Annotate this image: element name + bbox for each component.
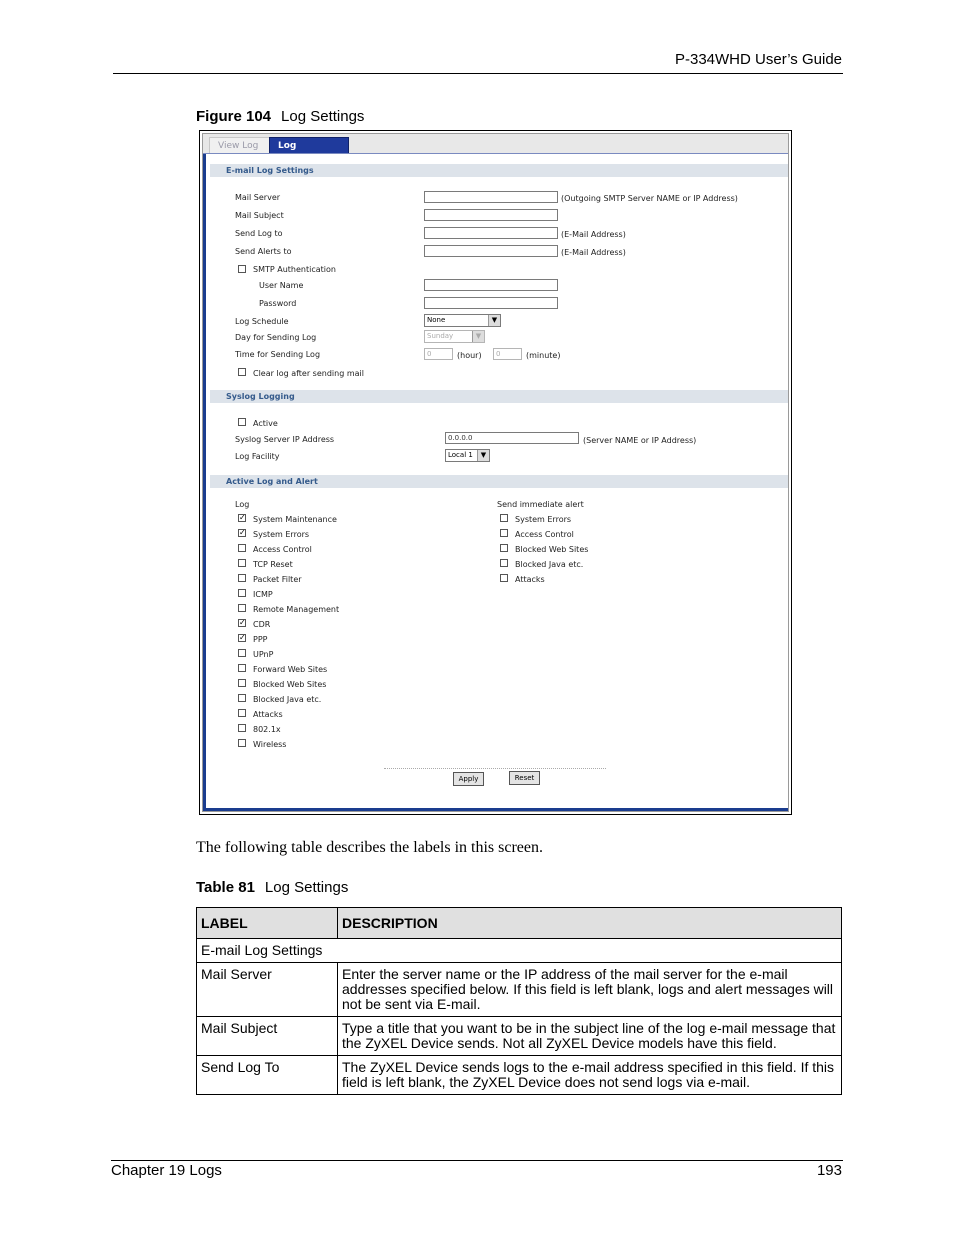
log-item-checkbox[interactable] <box>238 694 246 702</box>
hour-input[interactable]: 0 <box>424 348 453 360</box>
mail-subject-label: Mail Subject <box>235 211 284 220</box>
syslog-server-input[interactable]: 0.0.0.0 <box>445 432 579 444</box>
mail-server-hint: (Outgoing SMTP Server NAME or IP Address) <box>561 194 738 203</box>
table-row <box>197 1017 842 1056</box>
footer-rule <box>111 1160 843 1161</box>
log-item-checkbox[interactable] <box>238 544 246 552</box>
log-settings-table <box>196 907 842 1095</box>
log-facility-label: Log Facility <box>235 452 280 461</box>
alert-item-checkbox[interactable] <box>500 559 508 567</box>
description-cell: The ZyXEL Device sends logs to the e-mail address specified in this field. If this field is left blank, the ZyXEL Device does not send logs via e-mail. <box>338 1056 842 1095</box>
log-item-label: Access Control <box>253 545 312 554</box>
log-item-label: ICMP <box>253 590 273 599</box>
column-header-description: DESCRIPTION <box>338 908 842 939</box>
alert-item-label: Access Control <box>515 530 574 539</box>
syslog-server-label: Syslog Server IP Address <box>235 435 335 444</box>
header-rule <box>113 73 843 74</box>
chevron-down-icon: ▼ <box>477 450 489 461</box>
send-log-to-label: Send Log to <box>235 229 283 238</box>
smtp-authentication-label: SMTP Authentication <box>253 265 336 274</box>
time-for-sending-log-label: Time for Sending Log <box>235 350 321 359</box>
footer-chapter: Chapter 19 Logs <box>111 1162 222 1179</box>
description-cell: Type a title that you want to be in the subject line of the log e-mail message that the ZyXEL Device sends. Not all ZyXEL Device models have this field. <box>338 1017 842 1056</box>
log-item-label: 802.1x <box>253 725 281 734</box>
chevron-down-icon: ▼ <box>472 331 484 342</box>
log-item-label: CDR <box>253 620 271 629</box>
log-item-label: Blocked Java etc. <box>253 695 322 704</box>
log-item-label: Attacks <box>253 710 283 719</box>
table-row <box>197 963 842 1017</box>
mail-server-input[interactable] <box>424 191 558 203</box>
day-for-sending-log-value: Sunday <box>427 332 454 340</box>
table-title: Log Settings <box>264 879 349 896</box>
log-column-header: Log <box>235 500 250 509</box>
label-cell: Mail Server <box>197 963 338 1017</box>
log-schedule-label: Log Schedule <box>235 317 289 326</box>
log-item-checkbox[interactable] <box>238 604 246 612</box>
log-item-checkbox[interactable] <box>238 559 246 567</box>
log-item-label: UPnP <box>253 650 274 659</box>
mail-server-label: Mail Server <box>235 193 281 202</box>
log-item-label: Packet Filter <box>253 575 302 584</box>
log-item-label: System Maintenance <box>253 515 337 524</box>
running-header: P-334WHD User’s Guide <box>675 51 842 68</box>
column-header-label: LABEL <box>197 908 338 939</box>
log-facility-select[interactable] <box>445 449 490 462</box>
log-item-checkbox[interactable]: ✓ <box>239 633 246 642</box>
section-syslog-logging: Syslog Logging <box>210 390 788 403</box>
figure-title: Log Settings <box>281 108 365 125</box>
minute-unit: (minute) <box>526 351 561 360</box>
alert-item-label: Attacks <box>515 575 545 584</box>
table-caption <box>196 879 348 896</box>
log-item-label: System Errors <box>253 530 310 539</box>
log-item-checkbox[interactable]: ✓ <box>239 513 246 522</box>
settings-panel <box>203 154 788 811</box>
section-cell: E-mail Log Settings <box>197 939 842 963</box>
log-item-checkbox[interactable]: ✓ <box>239 618 246 627</box>
footer-page-number: 193 <box>816 1162 842 1179</box>
clear-log-label: Clear log after sending mail <box>253 369 364 378</box>
alert-column-header: Send immediate alert <box>497 500 584 509</box>
log-item-label: Blocked Web Sites <box>253 680 327 689</box>
syslog-server-hint: (Server NAME or IP Address) <box>583 436 697 445</box>
table-number: Table 81 <box>196 879 255 896</box>
log-item-checkbox[interactable] <box>238 649 246 657</box>
log-item-checkbox[interactable] <box>238 739 246 747</box>
log-item-checkbox[interactable] <box>238 589 246 597</box>
table-section-row <box>197 939 842 963</box>
password-input[interactable] <box>424 297 558 309</box>
user-name-label: User Name <box>259 281 304 290</box>
alert-item-label: System Errors <box>515 515 572 524</box>
reset-button[interactable]: Reset <box>509 771 540 785</box>
description-cell: Enter the server name or the IP address of the mail server for the e-mail addresses specified below. If this field is left blank, logs and alert messages will not be sent via E-mail. <box>338 963 842 1017</box>
label-cell: Mail Subject <box>197 1017 338 1056</box>
table-row <box>197 1056 842 1095</box>
clear-log-checkbox[interactable] <box>238 368 246 376</box>
minute-input[interactable]: 0 <box>493 348 522 360</box>
send-alerts-to-input[interactable] <box>424 245 558 257</box>
button-separator <box>384 768 606 769</box>
alert-item-checkbox[interactable] <box>500 544 508 552</box>
smtp-authentication-checkbox[interactable] <box>238 265 246 273</box>
syslog-active-checkbox[interactable] <box>238 418 246 426</box>
log-settings-screenshot <box>199 130 792 815</box>
alert-item-checkbox[interactable] <box>500 529 508 537</box>
alert-item-checkbox[interactable] <box>500 514 508 522</box>
send-alerts-to-label: Send Alerts to <box>235 247 292 256</box>
tab-log-settings[interactable]: Log <box>269 137 349 155</box>
apply-button[interactable]: Apply <box>453 772 484 786</box>
panel-bottom-border <box>206 808 788 811</box>
log-schedule-value: None <box>427 316 446 324</box>
section-email-log-settings: E-mail Log Settings <box>210 164 788 177</box>
intro-paragraph: The following table describes the labels in this screen. <box>196 839 544 856</box>
send-log-to-hint: (E-Mail Address) <box>561 230 626 239</box>
log-facility-value: Local 1 <box>448 451 473 459</box>
log-item-checkbox[interactable] <box>238 664 246 672</box>
figure-caption <box>196 108 364 125</box>
send-alerts-to-hint: (E-Mail Address) <box>561 248 626 257</box>
table-header-row <box>197 908 842 939</box>
log-item-label: Remote Management <box>253 605 340 614</box>
tab-bar <box>203 134 788 154</box>
log-item-checkbox[interactable] <box>238 724 246 732</box>
send-log-to-input[interactable] <box>424 227 558 239</box>
log-schedule-select[interactable] <box>424 314 501 327</box>
section-active-log-and-alert: Active Log and Alert <box>210 475 788 488</box>
log-item-checkbox[interactable] <box>238 574 246 582</box>
chevron-down-icon: ▼ <box>488 315 500 326</box>
log-item-checkbox[interactable] <box>238 709 246 717</box>
user-name-input[interactable] <box>424 279 558 291</box>
log-item-label: Wireless <box>253 740 287 749</box>
alert-item-checkbox[interactable] <box>500 574 508 582</box>
label-cell: Send Log To <box>197 1056 338 1095</box>
log-item-checkbox[interactable] <box>238 679 246 687</box>
figure-number: Figure 104 <box>196 108 272 125</box>
day-for-sending-log-label: Day for Sending Log <box>235 333 317 342</box>
screen-frame <box>202 133 789 812</box>
log-item-checkbox[interactable]: ✓ <box>239 528 246 537</box>
log-item-label: TCP Reset <box>253 560 293 569</box>
password-label: Password <box>259 299 297 308</box>
alert-item-label: Blocked Java etc. <box>515 560 584 569</box>
syslog-active-label: Active <box>253 419 278 428</box>
mail-subject-input[interactable] <box>424 209 558 221</box>
log-item-label: PPP <box>253 635 268 644</box>
alert-item-label: Blocked Web Sites <box>515 545 589 554</box>
log-item-label: Forward Web Sites <box>253 665 328 674</box>
day-for-sending-log-select[interactable] <box>424 330 485 343</box>
tab-view-log[interactable]: View Log <box>209 137 275 154</box>
hour-unit: (hour) <box>457 351 482 360</box>
